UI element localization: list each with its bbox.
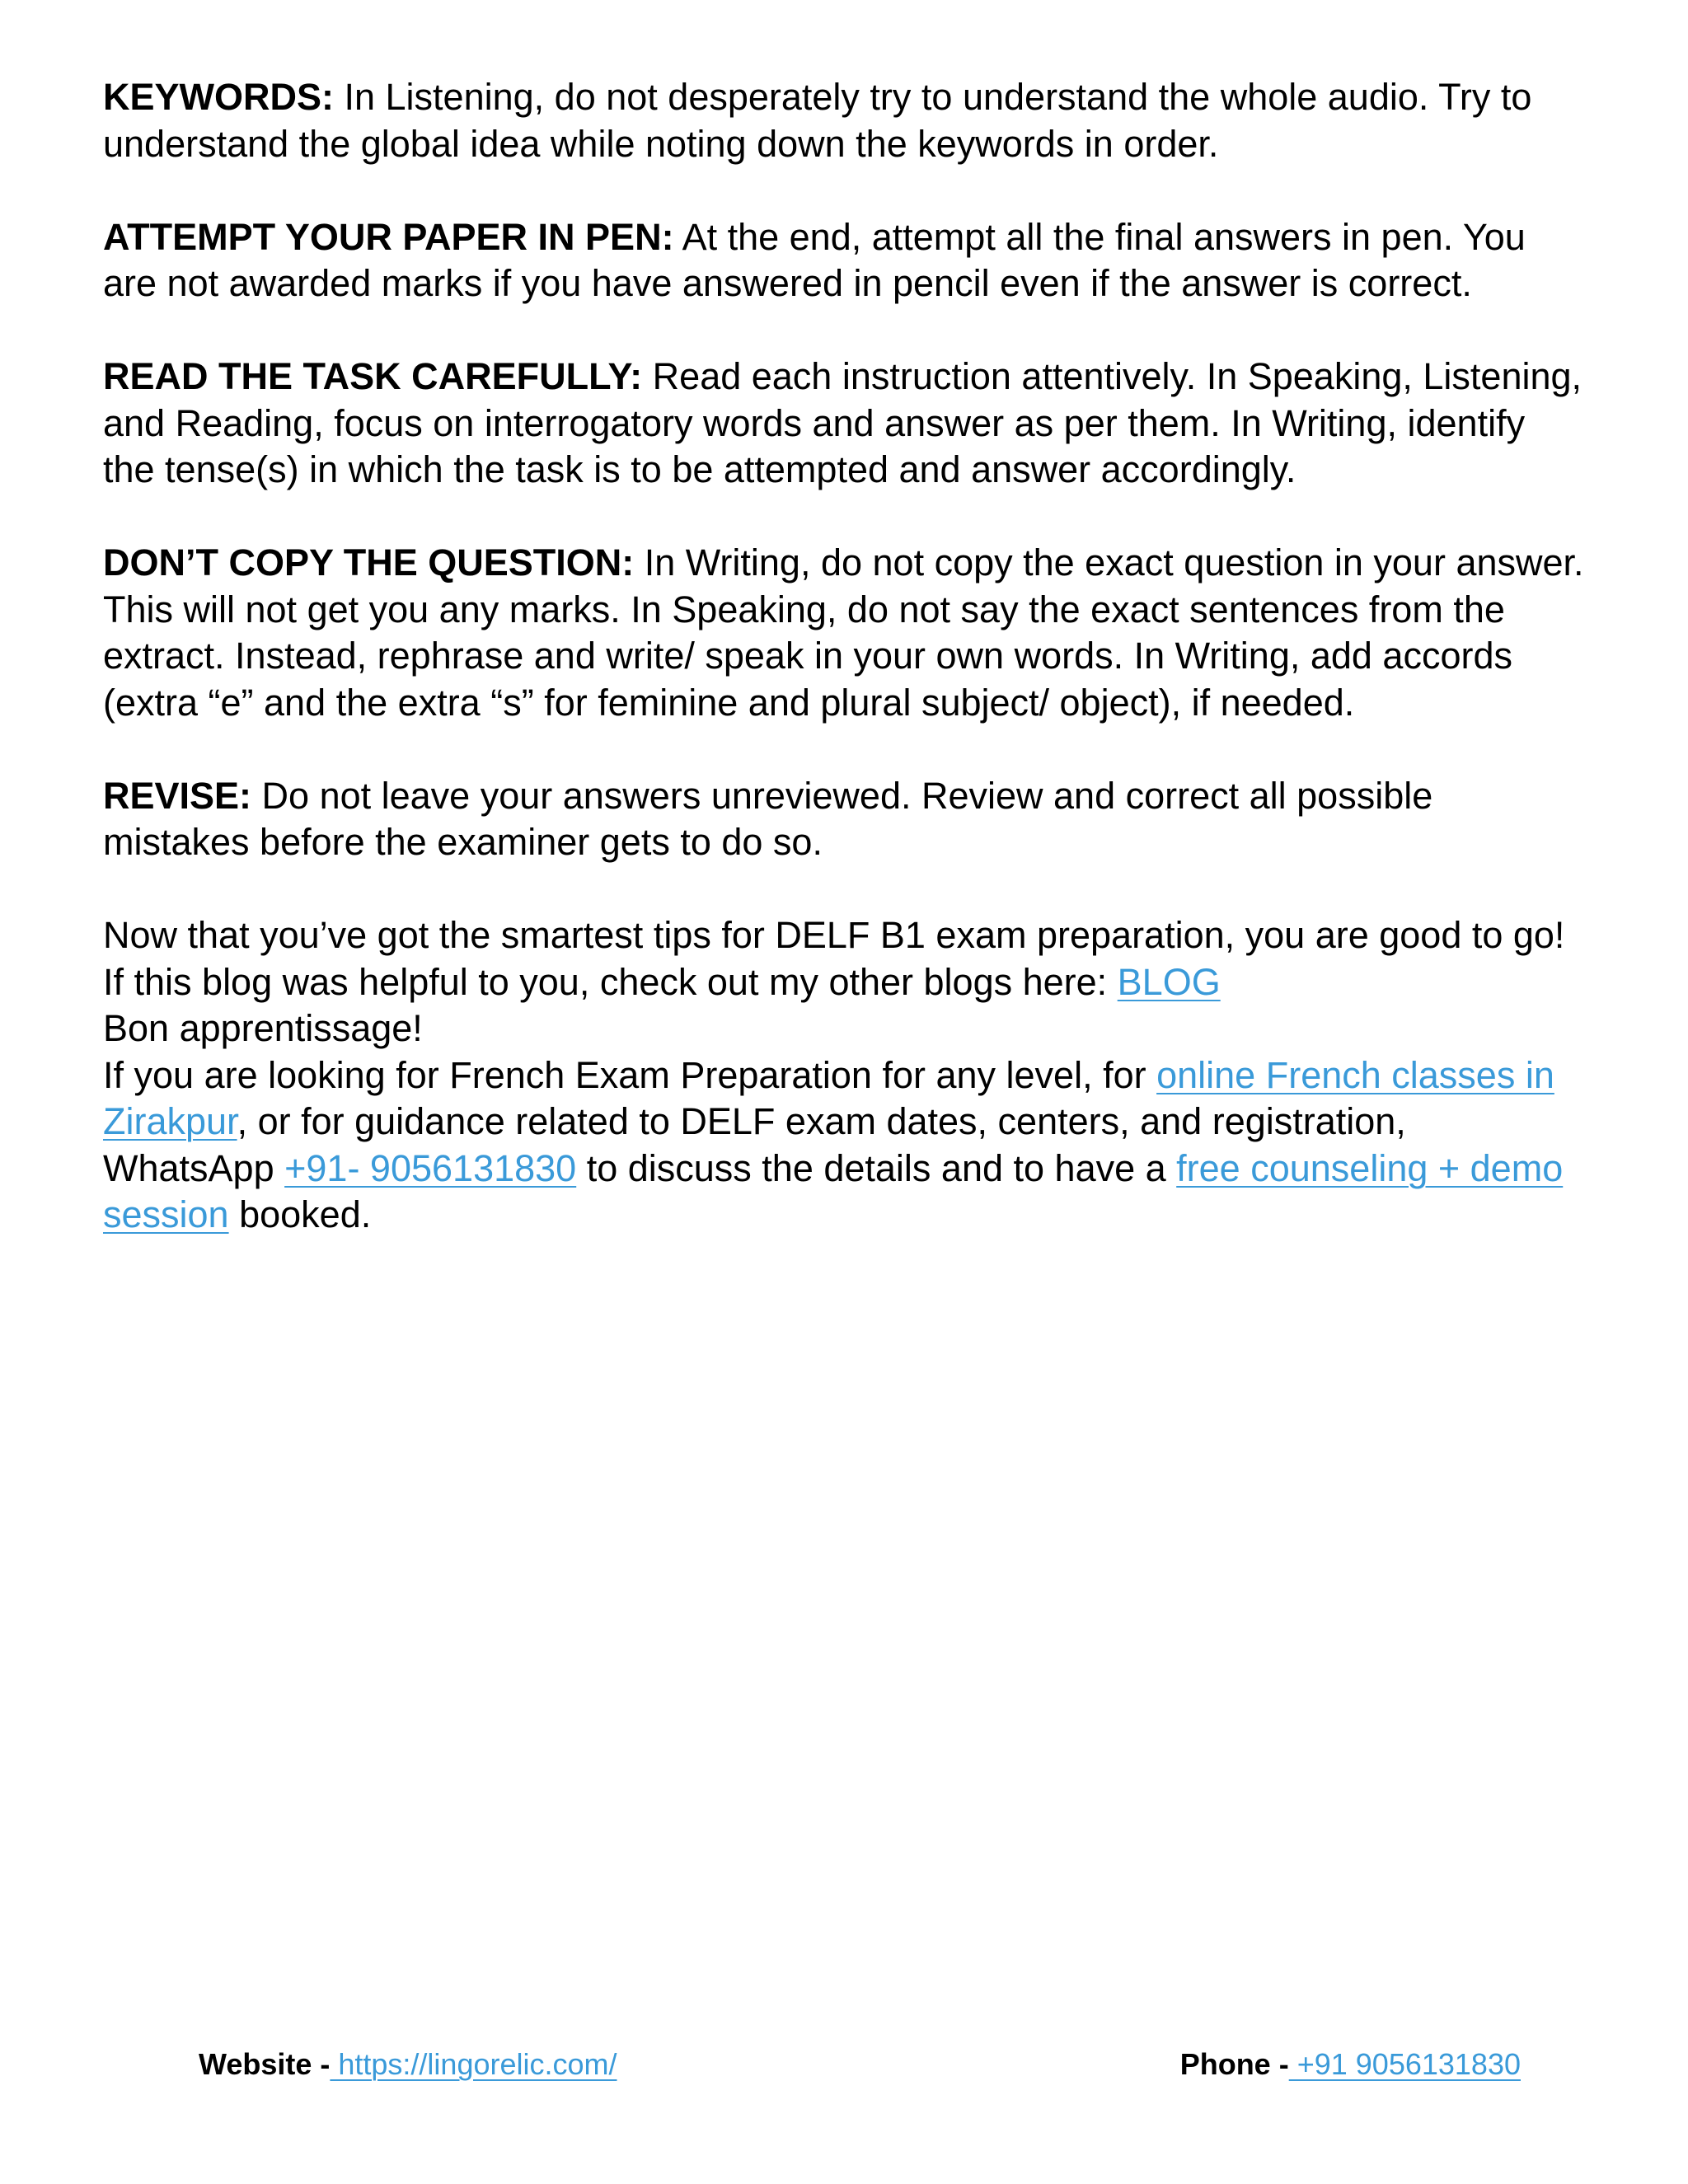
closing-good-to-go: Now that you’ve got the smartest tips for DELF B1 exam preparation, you are good to go! (103, 914, 1565, 956)
phone-link[interactable]: +91 9056131830 (1288, 2047, 1521, 2081)
tip-attempt-in-pen (103, 214, 1587, 307)
contact-text: , or for guidance related to DELF exam dates, centers, and registration, WhatsApp (103, 1100, 1406, 1189)
contact-text: booked. (228, 1193, 372, 1235)
tip-dont-copy (103, 540, 1587, 726)
whatsapp-phone-link[interactable]: +91- 9056131830 (284, 1146, 577, 1189)
document-body (103, 74, 1587, 1239)
website-label: Website - (199, 2047, 331, 2081)
tip-heading: KEYWORDS: (103, 76, 334, 118)
tip-heading: DON’T COPY THE QUESTION: (103, 541, 635, 583)
contact-text: to discuss the details and to have a (576, 1146, 1177, 1189)
blog-link[interactable]: BLOG (1117, 960, 1221, 1003)
tip-heading: ATTEMPT YOUR PAPER IN PEN: (103, 215, 674, 258)
closing-blog-line (103, 959, 1587, 1006)
tip-heading: REVISE: (103, 774, 252, 817)
footer-website (199, 2046, 617, 2083)
closing-contact-paragraph (103, 1052, 1587, 1239)
tip-keywords (103, 74, 1587, 167)
closing-bon-apprentissage: Bon apprentissage! (103, 1007, 423, 1049)
phone-label: Phone - (1179, 2047, 1289, 2081)
tip-body: Read each instruction attentively. In Speaking, Listening, and Reading, focus on interrogatory words and answer as per them. In Writing, identify the tense(s) in which the task is to be attempted and answer accordingly. (103, 355, 1582, 490)
free-counseling-link[interactable]: free counseling + demo session (103, 1146, 1564, 1235)
tip-read-task (103, 354, 1587, 494)
closing-blog-text: If this blog was helpful to you, check out my other blogs here: (103, 960, 1118, 1003)
online-french-classes-link[interactable]: online French classes in Zirakpur (103, 1053, 1554, 1142)
tip-revise (103, 773, 1587, 866)
contact-text: If you are looking for French Exam Preparation for any level, for (103, 1053, 1157, 1096)
tip-body: Do not leave your answers unreviewed. Review and correct all possible mistakes before the examiner gets to do so. (103, 774, 1433, 863)
tip-body: At the end, attempt all the final answers in pen. You are not awarded marks if you have answered in pencil even if the answer is correct. (103, 215, 1526, 304)
website-link[interactable]: https://lingorelic.com/ (330, 2047, 617, 2081)
tip-body: In Writing, do not copy the exact question in your answer. This will not get you any marks. In Speaking, do not say the exact sentences from the extract. Instead, rephrase and write/ speak in your own words. In Writing, add accords (extra “e” and the extra “s” for feminine and plural subject/ object), if needed. (103, 541, 1584, 724)
tip-body: In Listening, do not desperately try to understand the whole audio. Try to understand the global idea while noting down the keywords in order. (103, 76, 1532, 165)
tip-heading: READ THE TASK CAREFULLY: (103, 355, 643, 397)
footer-phone (1180, 2046, 1521, 2083)
